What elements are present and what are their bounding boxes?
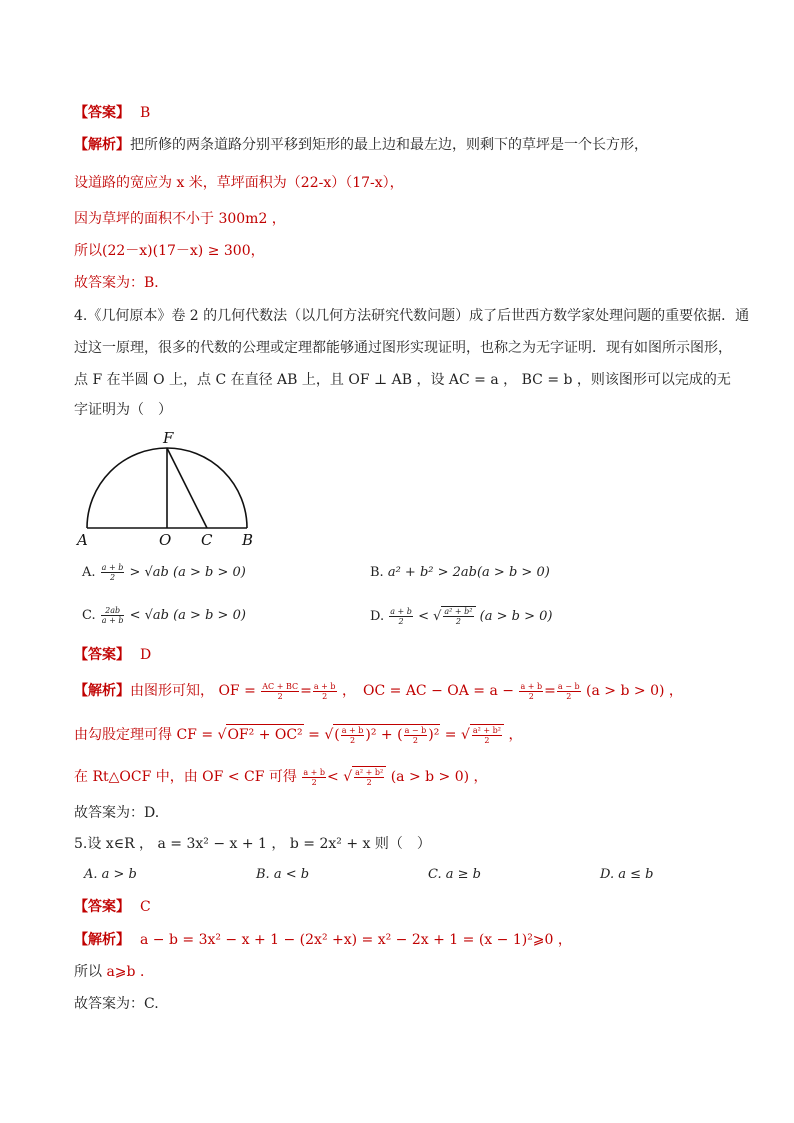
q3-analysis-line-2: 设道路的宽应为 x 米，草坪面积为（22-x）（17-x）， xyxy=(74,175,404,191)
option-letter: C. xyxy=(82,608,96,623)
analysis-tag: 【解析】 xyxy=(74,683,130,699)
analysis-tag: 【解析】 xyxy=(74,137,130,153)
q4-analysis-line-2: 由勾股定理可得 CF = √OF² + OC² = √( $\frac{a + b}{2}$ )² + ( $\frac{a - b}{2}$ )² = √ $\frac{\text{a² + b²}}{2}$ ， xyxy=(74,725,523,745)
q5-option-a[interactable]: A. a > b xyxy=(84,867,137,882)
label-f: F xyxy=(163,429,174,447)
q3-answer-line xyxy=(74,103,150,123)
semicircle-figure xyxy=(70,425,270,550)
q4-analysis-line-3: 在 Rt△OCF 中，由 OF < CF 可得 $\frac{a + b}{2}$ < √ $\frac{\text{a² + b²}}{2}$ (a > b > 0) ， xyxy=(74,767,488,787)
label-a: A xyxy=(77,531,88,549)
q4-answer-line xyxy=(74,645,151,665)
answer-tag: 【答案】 xyxy=(74,647,130,663)
answer-tag: 【答案】 xyxy=(74,899,130,915)
answer-tag: 【答案】 xyxy=(74,105,130,121)
option-a-text: > √ab (a > b > 0) xyxy=(129,565,246,580)
q4-stem-line-2: 过这一原理，很多的代数的公理或定理都能够通过图形实现证明，也称之为无字证明．现有如图所示图形， xyxy=(74,340,732,356)
fraction-2ab-over-a-plus-b: $\frac{2ab}{a + b}$ xyxy=(101,606,124,625)
q5-option-b[interactable]: B. a < b xyxy=(256,867,310,882)
q4-analysis-line-4: 故答案为：D. xyxy=(74,805,160,821)
segment-fc xyxy=(167,448,207,528)
option-letter: A. xyxy=(82,565,96,580)
q3-analysis-line-4: 所以(22－x)(17－x) ≥ 300， xyxy=(74,243,265,259)
fraction-ac-plus-bc-over-2: $\frac{AC + BC}{2}$ xyxy=(262,681,299,701)
fraction-a-plus-b-over-2: $\frac{a + b}{2}$ xyxy=(390,607,412,626)
option-c-text: < √ab (a > b > 0) xyxy=(129,608,246,623)
option-b-text: a² + b² > 2ab(a > b > 0) xyxy=(387,565,550,580)
label-c: C xyxy=(201,531,213,549)
q3-analysis-line-1 xyxy=(74,135,648,155)
q5-analysis-line-3: 故答案为：C. xyxy=(74,996,159,1012)
q5-analysis-line-2: 所以 a⩾b ． xyxy=(74,964,154,980)
q4-stem-line-3: 点 F 在半圆 O 上，点 C 在直径 AB 上，且 OF ⊥ AB ，设 AC = a ， BC = b ，则该图形可以完成的无 xyxy=(74,372,731,388)
option-letter: D. xyxy=(370,609,385,624)
q4-stem-line-1: 4.《几何原本》卷 2 的几何代数法（以几何方法研究代数问题）成了后世西方数学家处理问题的重要依据．通 xyxy=(74,308,750,324)
q3-analysis-text-1: 把所修的两条道路分别平移到矩形的最上边和最左边，则剩下的草坪是一个长方形， xyxy=(130,137,648,153)
q4-option-a[interactable] xyxy=(82,563,246,583)
q5-option-c[interactable]: C. a ≥ b xyxy=(428,867,481,882)
option-d-text: (a > b > 0) xyxy=(479,609,553,624)
option-letter: B. xyxy=(370,565,384,580)
q5-option-d[interactable]: D. a ≤ b xyxy=(600,867,654,882)
q3-analysis-line-5: 故答案为：B． xyxy=(74,275,169,291)
q4-stem-line-4: 字证明为（ ） xyxy=(74,402,172,418)
q4-analysis-line-1: 【解析】由图形可知， OF = $\frac{AC + BC}{2}$ = $\frac{a + b}{2}$ ， OC = AC − OA = a − $\frac{a + b}{2}$ = $\frac{a - b}{2}$ (a > b > 0) ， xyxy=(74,681,683,701)
q4-answer-value: D xyxy=(140,647,152,663)
q4-option-c[interactable] xyxy=(82,606,246,626)
q3-analysis-line-3: 因为草坪的面积不小于 300m2 ， xyxy=(74,211,286,227)
fraction-a-plus-b-over-2: $\frac{a + b}{2}$ xyxy=(101,563,124,582)
label-b: B xyxy=(242,531,254,549)
q5-stem: 5.设 x∈R ， a = 3x² − x + 1 ， b = 2x² + x 则（ ） xyxy=(74,836,431,852)
q4-option-b[interactable] xyxy=(370,563,550,583)
label-o: O xyxy=(159,531,172,549)
q5-answer-line xyxy=(74,897,151,917)
q4-option-d[interactable]: D. $\frac{a + b}{2}$ < √ $\frac{\text{a² + b²}}{2}$ (a > b > 0) xyxy=(370,607,553,626)
q5-analysis-line-1: 【解析】 a − b = 3x² − x + 1 − (2x² +x) = x² − 2x + 1 = (x − 1)²⩾0 ， xyxy=(74,932,572,948)
sqrt-expression: √ $\frac{\text{a² + b²}}{2}$ xyxy=(433,609,475,624)
q3-answer-value: B xyxy=(140,105,151,121)
q5-answer-value: C xyxy=(140,899,151,915)
analysis-tag: 【解析】 xyxy=(74,932,130,948)
